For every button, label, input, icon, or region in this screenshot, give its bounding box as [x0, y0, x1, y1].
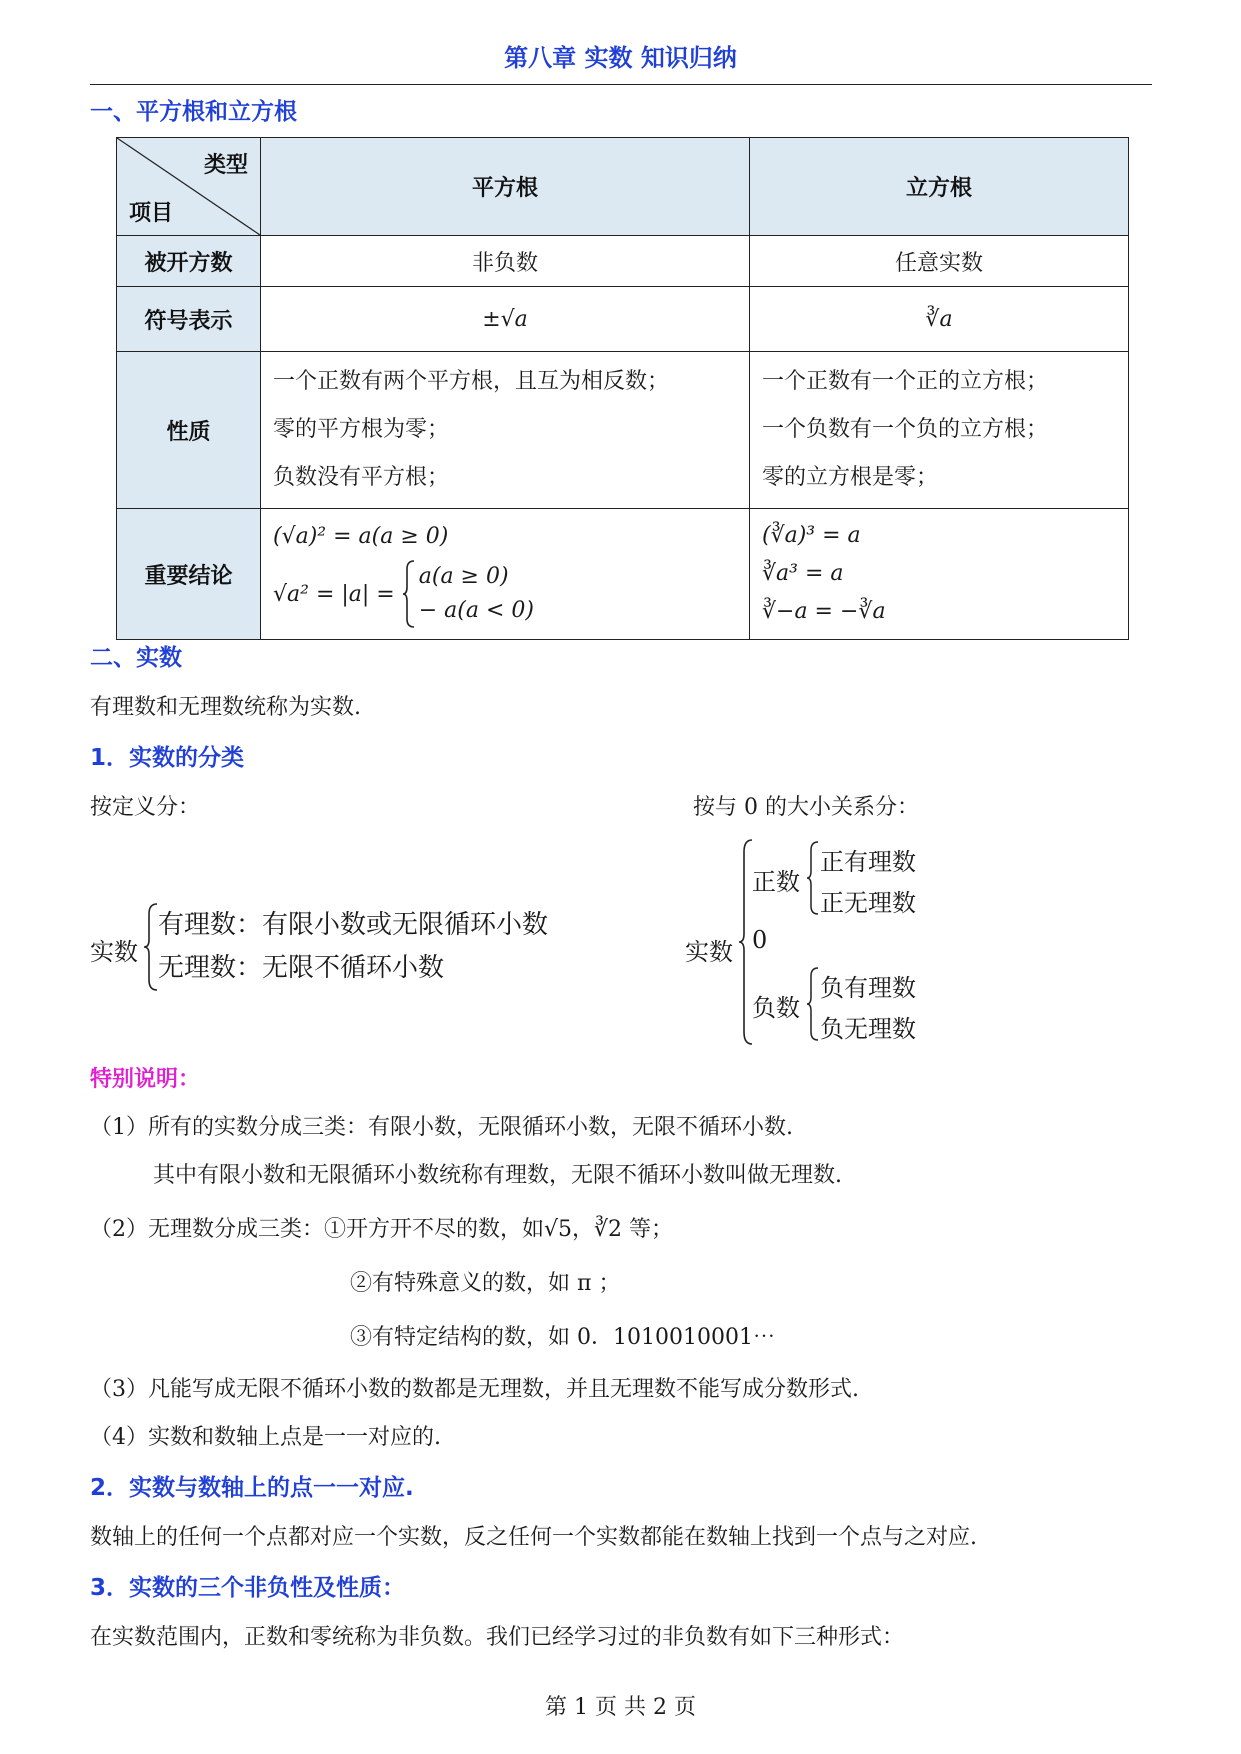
section1-heading: 一、平方根和立方根 — [90, 99, 297, 125]
property-line: 零的平方根为零； — [273, 417, 450, 442]
formula-line: (√a)² = a(a ≥ 0) — [273, 524, 449, 549]
row-label-notation: 符号表示 — [117, 287, 261, 352]
note-item: （4）实数和数轴上点是一一对应的. — [90, 1425, 441, 1450]
property-line: 零的立方根是零； — [762, 465, 939, 490]
left-brace-icon — [143, 902, 159, 992]
formula-line: ∛−a = −∛a — [762, 599, 886, 624]
sub3-text: 在实数范围内，正数和零统称为非负数。我们已经学习过的非负数有如下三种形式： — [90, 1625, 905, 1650]
cell-conclusions-square — [261, 509, 750, 640]
section2-heading: 二、实数 — [90, 645, 182, 671]
header-rule — [90, 84, 1152, 85]
notes-heading: 特别说明： — [90, 1067, 201, 1092]
size-tree-zero: 0 — [752, 926, 768, 954]
property-line: 负数没有平方根； — [273, 465, 450, 490]
corner-top-label: 类型 — [203, 153, 248, 178]
def-tree-irrational: 无理数：无限不循环小数 — [158, 953, 445, 983]
sub3-heading: 3．实数的三个非负性及性质： — [90, 1575, 406, 1601]
roots-table — [116, 137, 1129, 640]
note-item: （2）无理数分成三类：①开方开不尽的数，如√5，∛2 等； — [90, 1217, 674, 1242]
def-tree-rational: 有理数：有限小数或无限循环小数 — [158, 910, 549, 940]
sub2-text: 数轴上的任何一个点都对应一个实数，反之任何一个实数都能在数轴上找到一个点与之对应. — [90, 1525, 977, 1550]
document-title: 第八章 实数 知识归纳 — [504, 44, 737, 72]
property-line: 一个正数有两个平方根，且互为相反数； — [273, 369, 670, 394]
size-tree-positive: 正数 — [752, 868, 800, 896]
property-line: 一个正数有一个正的立方根； — [762, 369, 1049, 394]
table-corner-cell — [117, 138, 261, 236]
left-brace-icon — [806, 966, 820, 1042]
formula-line: (∛a)³ = a — [762, 523, 861, 548]
by-size-label: 按与 0 的大小关系分： — [693, 795, 919, 820]
cell-notation-cube: ∛a — [750, 287, 1129, 352]
row-label-radicand: 被开方数 — [117, 236, 261, 287]
size-tree-neg-irrational: 负无理数 — [820, 1015, 916, 1043]
left-brace-icon — [806, 840, 820, 916]
cell-notation-square: ±√a — [261, 287, 750, 352]
cell-properties-cube — [750, 352, 1129, 509]
note-item: ②有特殊意义的数，如 π ； — [350, 1271, 621, 1296]
sub2-heading: 2．实数与数轴上的点一一对应. — [90, 1475, 414, 1501]
col-header-cube-root: 立方根 — [750, 138, 1129, 236]
sub1-heading: 1．实数的分类 — [90, 745, 245, 771]
size-tree-root: 实数 — [685, 938, 733, 966]
note-item: （3）凡能写成无限不循环小数的数都是无理数，并且无理数不能写成分数形式. — [90, 1377, 859, 1402]
cell-radicand-square: 非负数 — [261, 236, 750, 287]
cell-radicand-cube: 任意实数 — [750, 236, 1129, 287]
cell-properties-square — [261, 352, 750, 509]
row-label-conclusions: 重要结论 — [117, 509, 261, 640]
note-item: （1）所有的实数分成三类：有限小数，无限循环小数，无限不循环小数. — [90, 1115, 793, 1140]
formula-case: a(a ≥ 0) — [418, 564, 509, 589]
note-item: 其中有限小数和无限循环小数统称有理数，无限不循环小数叫做无理数. — [153, 1163, 842, 1188]
section2-intro: 有理数和无理数统称为实数. — [90, 695, 361, 720]
formula-case: − a(a < 0) — [418, 598, 534, 623]
size-tree-neg-rational: 负有理数 — [820, 974, 916, 1002]
by-definition-label: 按定义分： — [90, 795, 201, 820]
formula-lhs: √a² = |a| = — [273, 581, 395, 607]
piecewise-formula — [273, 559, 739, 629]
cell-conclusions-cube — [750, 509, 1129, 640]
property-line: 一个负数有一个负的立方根； — [762, 417, 1049, 442]
note-item: ③有特定结构的数，如 0．1010010001⋯ — [350, 1325, 775, 1350]
page-footer: 第 1 页 共 2 页 — [545, 1695, 696, 1720]
row-label-properties: 性质 — [117, 352, 261, 509]
corner-bottom-label: 项目 — [129, 201, 174, 226]
formula-line: ∛a³ = a — [762, 561, 844, 586]
size-tree-pos-irrational: 正无理数 — [820, 889, 916, 917]
col-header-square-root: 平方根 — [261, 138, 750, 236]
size-tree-negative: 负数 — [752, 994, 800, 1022]
def-tree-root: 实数 — [90, 938, 138, 966]
left-brace-icon — [401, 559, 417, 629]
size-tree-pos-rational: 正有理数 — [820, 848, 916, 876]
